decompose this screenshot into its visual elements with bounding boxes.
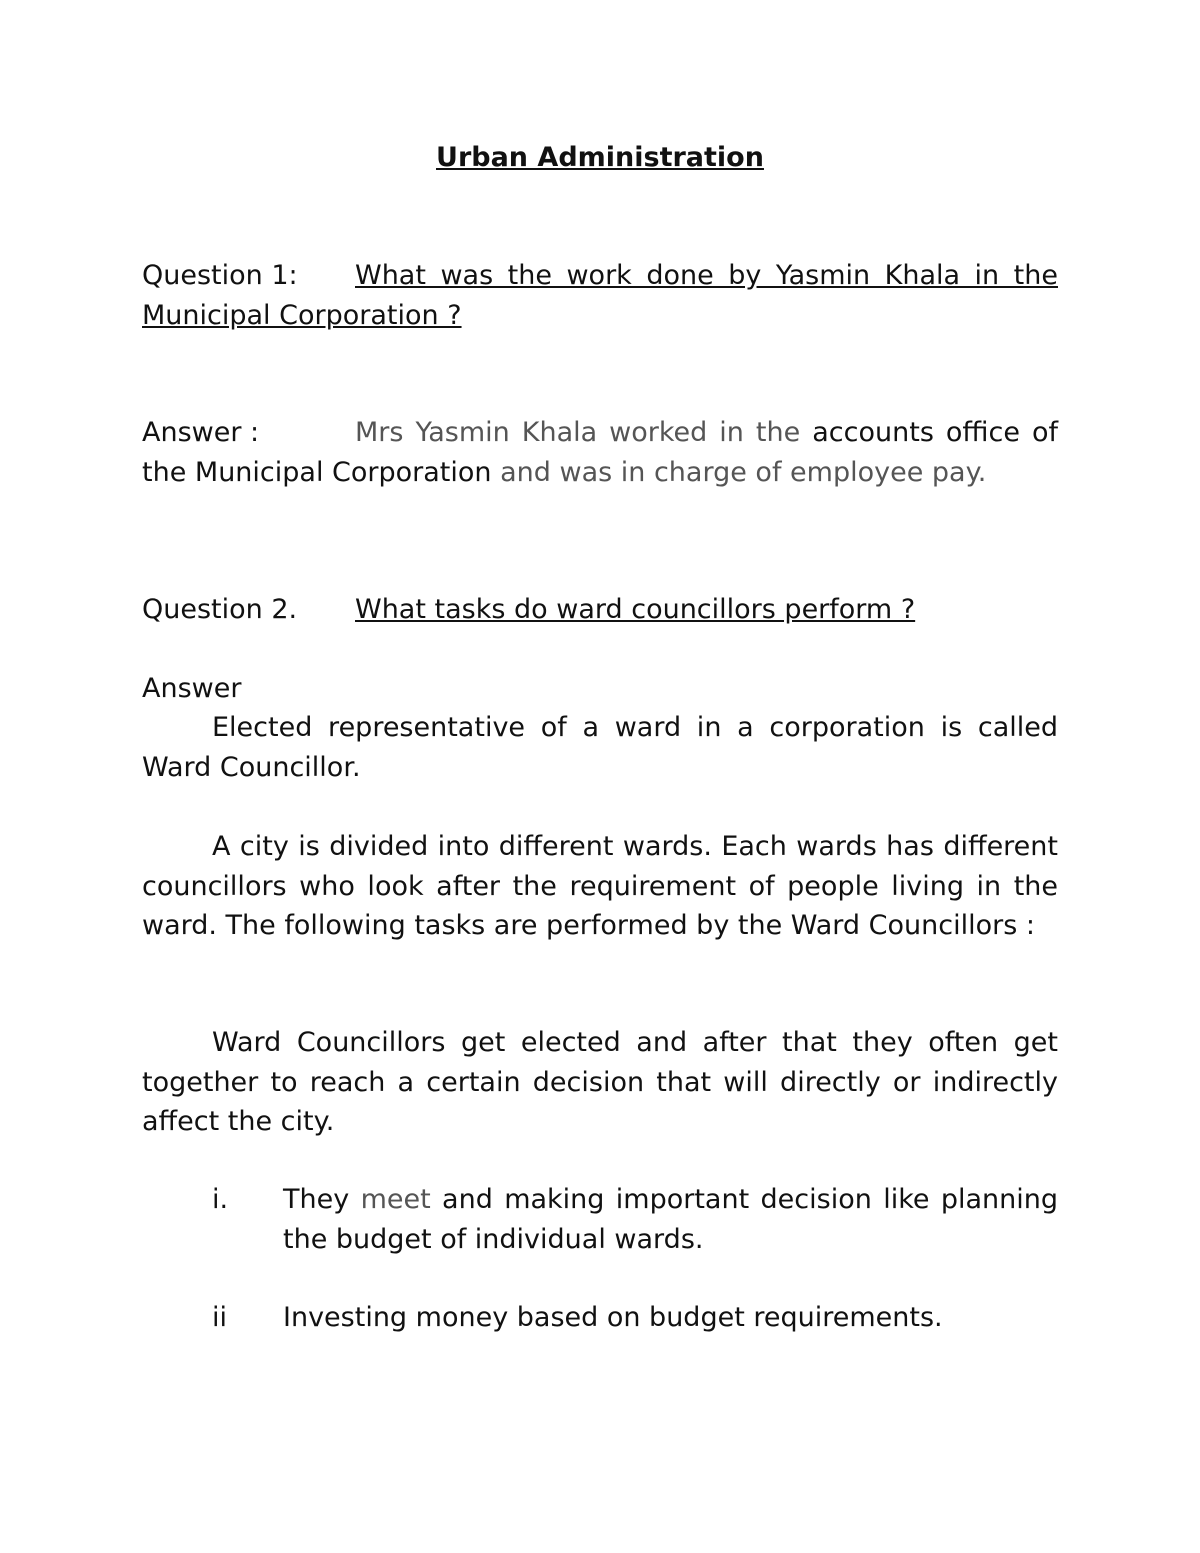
- question-1: [142, 256, 1058, 335]
- question-2-label: Question 2.: [142, 594, 298, 625]
- question-2: [142, 590, 1058, 630]
- answer-2-paragraph-1: Elected representative of a ward in a corporation is called Ward Councillor.: [142, 712, 1058, 783]
- list-item: [212, 1180, 1058, 1259]
- list-item-number: i.: [212, 1184, 229, 1215]
- list-item: [212, 1298, 1058, 1338]
- list-item-number: ii: [212, 1302, 228, 1333]
- highlighted-word: meet: [360, 1184, 431, 1215]
- question-2-text: What tasks do ward councillors perform ?: [355, 594, 916, 625]
- answer-2-paragraph-2: A city is divided into different wards. Each wards has different councillors who look after the requirement of people living in the ward. The following tasks are performed by the Ward Councillors :: [142, 831, 1058, 941]
- answer-1-label: Answer :: [142, 417, 260, 448]
- list-item-text: They meet and making important decision like planning the budget of individual wards.: [283, 1184, 1058, 1255]
- answer-1: [142, 413, 1058, 492]
- answer-2-label: Answer: [142, 673, 242, 704]
- document-title: Urban Administration: [436, 142, 764, 173]
- list-item-text: Investing money based on budget requirements.: [283, 1302, 943, 1333]
- question-1-label: Question 1:: [142, 260, 298, 291]
- question-1-text: What was the work done by Yasmin Khala in the Municipal Corporation ?: [142, 260, 1058, 331]
- answer-2-paragraph-3: Ward Councillors get elected and after that they often get together to reach a certain decision that will directly or indirectly affect the city.: [142, 1027, 1058, 1137]
- answer-1-text-b: accounts office of the Municipal Corporation: [142, 417, 1058, 488]
- answer-1-text-c: and was in charge of employee pay.: [491, 456, 987, 488]
- answer-1-text-a: Mrs Yasmin Khala worked in the: [355, 417, 813, 448]
